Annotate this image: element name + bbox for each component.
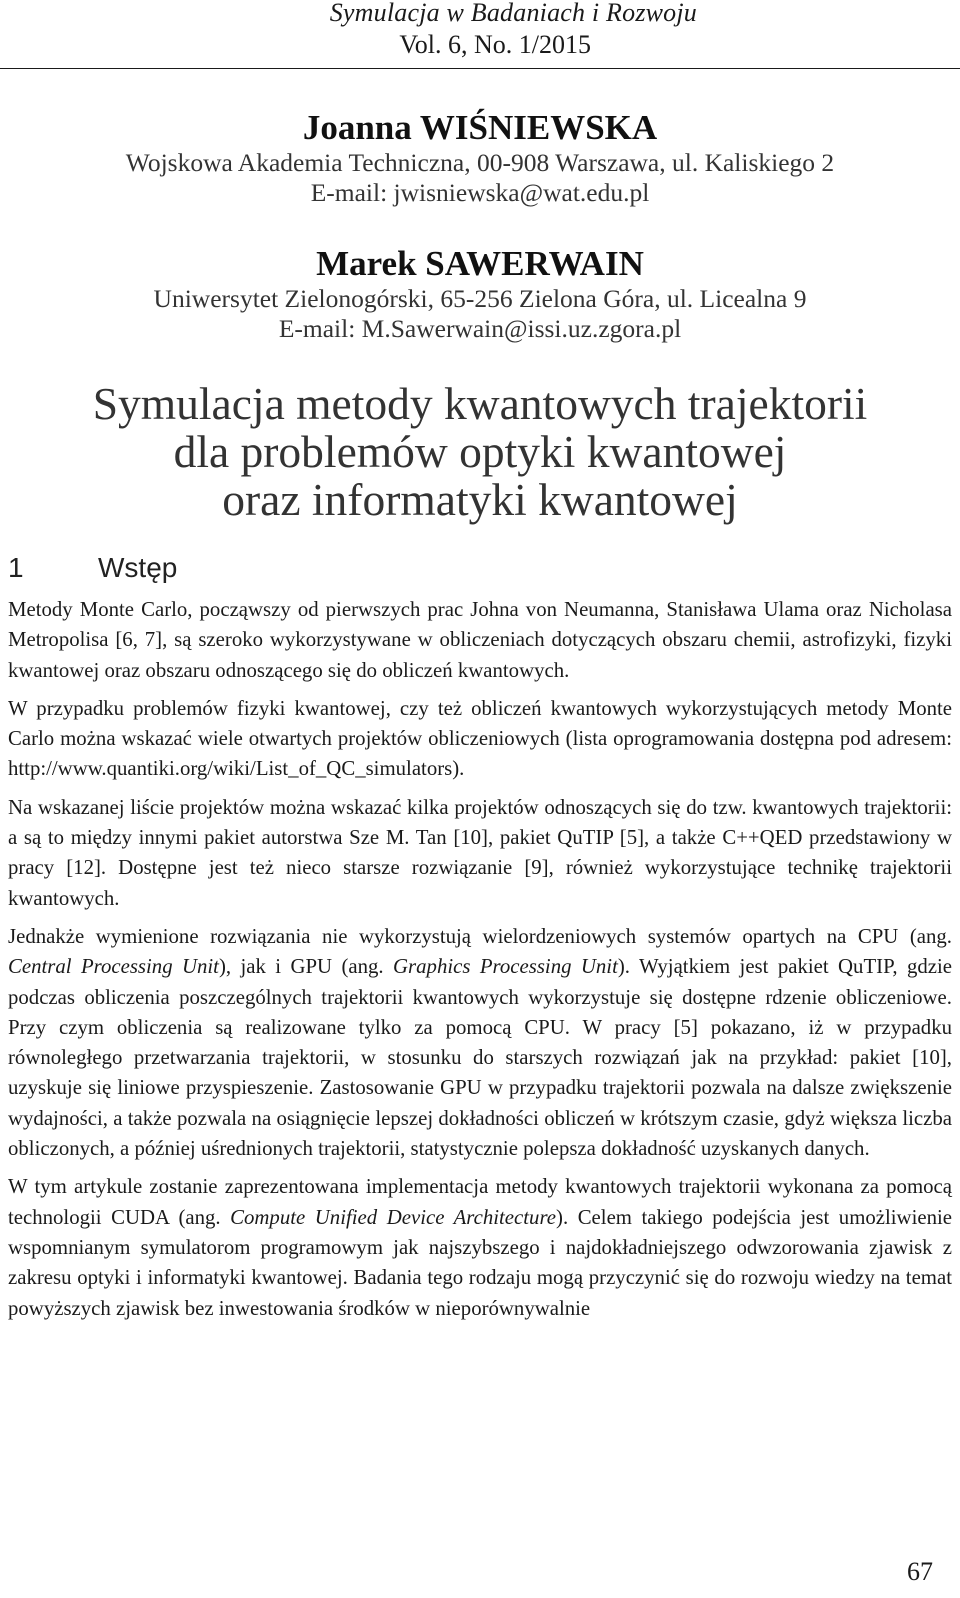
term-cuda: Compute Unified Device Architecture xyxy=(230,1205,557,1229)
text-span: W tym artykule zostanie zaprezentowana implementacja metody kwantowych trajektorii wykonana za pomocą technologii CUDA (ang. xyxy=(8,1175,952,1229)
text-span: ). Wyjątkiem jest pakiet QuTIP, gdzie podczas obliczenia poszczególnych trajektorii kwantowych wykorzystuje się dostępne rdzenie obliczeniowe. Przy czym obliczenia są realizowane tylko za pomocą CPU. W pracy [5] pokazano, iż w przypadku równoległego przetwarzania trajektorii, w stosunku do starszych rozwiązań jak na przykład: pakiet [10], uzyskuje się liniowe przyspieszenie. Zastosowanie GPU w przypadku trajektorii pozwala na dalsze zwiększenie wydajności, a także pozwala na osiągnięcie lepszej dokładności obliczeń w krótszym czasie, gdyż większa liczba obliczonych, a później uśrednionych trajektorii, statystycznie polepsza dokładność uzyskanych danych. xyxy=(8,955,952,1161)
author-affiliation: Uniwersytet Zielonogórski, 65-256 Zielona Góra, ul. Licealna 9 xyxy=(153,284,807,313)
body-text xyxy=(8,595,952,1332)
section-heading xyxy=(8,552,177,584)
paragraph-1: Metody Monte Carlo, począwszy od pierwszych prac Johna von Neumanna, Stanisława Ulama oraz Nicholasa Metropolisa [6, 7], są szeroko wykorzystywane w obliczeniach dotyczących obszaru chemii, astrofizyki, fizyki kwantowej oraz obszaru odnoszącego się do obliczeń kwantowych. xyxy=(8,598,952,682)
paragraph-3: Na wskazanej liście projektów można wskazać kilka projektów odnoszących się do tzw. kwantowych trajektorii: a są to między innymi pakiet autorstwa Sze M. Tan [10], pakiet QuTIP [5], a także C++QED przedstawiony w pracy [12]. Dostępne jest też nieco starsze rozwiązanie [9], również wykorzystujące technikę trajektorii kwantowych. xyxy=(8,795,952,910)
paragraph-2: W przypadku problemów fizyki kwantowej, czy też obliczeń kwantowych wykorzystujących metody Monte Carlo można wskazać wiele otwartych projektów obliczeniowych (lista oprogramowania dostępna pod adresem: http://www.quantiki.org/wiki/List_of_QC_simulators). xyxy=(8,696,952,781)
author-email: E-mail: M.Sawerwain@issi.uz.zgora.pl xyxy=(278,314,682,343)
paper-title xyxy=(0,380,960,524)
text-span: Jednakże wymienione rozwiązania nie wykorzystują wielordzeniowych systemów opartych na CPU (ang. xyxy=(8,924,952,948)
journal-volume: Vol. 6, No. 1/2015 xyxy=(399,30,591,59)
page-number: 67 xyxy=(907,1557,933,1586)
title-line-3: oraz informatyki kwantowej xyxy=(222,474,738,525)
author-affiliation: Wojskowa Akademia Techniczna, 00-908 Warszawa, ul. Kaliskiego 2 xyxy=(125,148,835,177)
author-name: Marek SAWERWAIN xyxy=(316,244,644,283)
author-block-2 xyxy=(0,244,960,344)
title-line-2: dla problemów optyki kwantowej xyxy=(173,426,787,477)
paragraph-5 xyxy=(8,1172,952,1323)
header-rule xyxy=(0,68,960,69)
text-span: ). Celem takiego podejścia jest umożliwienie wspomnianym symulatorom programowym jak najszybszego i najdokładniejszego odwzorowania zjawisk z zakresu optyki i informatyki kwantowej. Badania tego rodzaju mogą przyczynić się do rozwoju wiedzy na temat powyższych zjawisk bez inwestowania środków w nieporównywalnie xyxy=(8,1205,952,1320)
author-email: E-mail: jwisniewska@wat.edu.pl xyxy=(310,178,650,207)
title-line-1: Symulacja metody kwantowych trajektorii xyxy=(92,378,868,429)
term-gpu: Graphics Processing Unit xyxy=(393,955,618,979)
journal-name: Symulacja w Badaniach i Rozwoju xyxy=(329,0,697,27)
paragraph-4 xyxy=(8,922,952,1164)
term-cpu: Central Processing Unit xyxy=(8,955,219,979)
author-name: Joanna WIŚNIEWSKA xyxy=(302,108,658,147)
section-number: 1 xyxy=(8,552,24,583)
author-block-1 xyxy=(0,108,960,208)
section-title: Wstęp xyxy=(98,552,178,583)
text-span: ), jak i GPU (ang. xyxy=(218,955,394,979)
